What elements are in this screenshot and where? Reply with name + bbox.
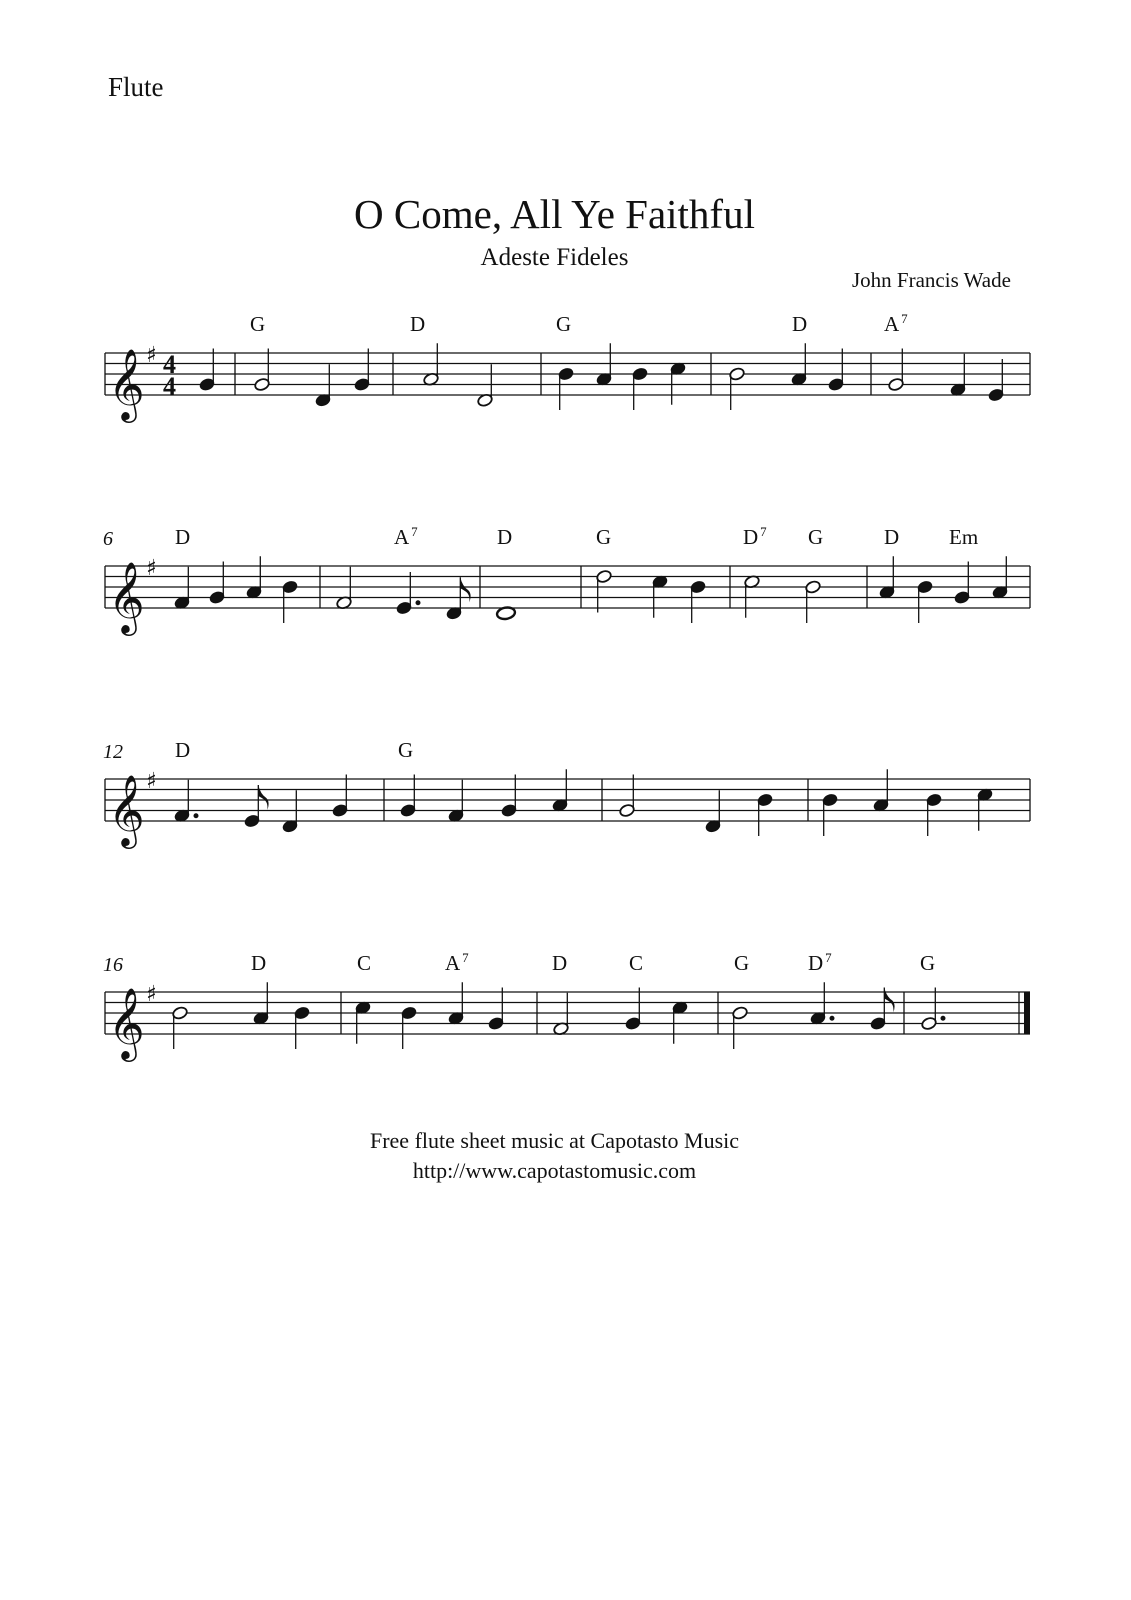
note	[954, 562, 971, 605]
eighth-flag-icon	[258, 785, 268, 810]
note	[396, 572, 421, 615]
chord-symbol: D $^7$	[743, 524, 767, 549]
chord-symbol: C	[357, 951, 372, 975]
note	[732, 1006, 749, 1049]
note	[828, 349, 845, 392]
note	[553, 993, 570, 1036]
chord-symbol: Em	[949, 525, 979, 549]
note	[950, 354, 967, 397]
treble-clef-icon: 𝄞	[108, 773, 145, 846]
note	[810, 982, 835, 1025]
note	[282, 580, 299, 623]
chord-symbol: G	[734, 951, 750, 975]
note	[446, 577, 471, 620]
chord-symbol: D	[792, 312, 808, 336]
note	[873, 769, 890, 812]
chord-symbol: G	[250, 312, 266, 336]
note	[336, 567, 353, 610]
note	[448, 982, 465, 1025]
composer-credit: John Francis Wade	[852, 268, 1011, 292]
note	[355, 1000, 372, 1043]
sharp-icon: ♯	[146, 982, 157, 1007]
note	[354, 349, 371, 392]
note	[988, 359, 1005, 402]
note	[672, 1000, 689, 1043]
note	[552, 769, 569, 812]
note	[501, 775, 518, 818]
staff-system	[103, 950, 1030, 1062]
note	[729, 367, 746, 410]
measure-number: 16	[103, 954, 123, 976]
chord-symbol: G	[596, 525, 612, 549]
final-thick-barline	[1024, 992, 1030, 1034]
note	[977, 787, 994, 830]
note	[400, 775, 417, 818]
eighth-flag-icon	[460, 577, 470, 602]
chord-symbol: A $^7$	[394, 524, 418, 549]
note	[791, 343, 808, 386]
note	[888, 349, 905, 392]
note	[632, 367, 649, 410]
eighth-flag-icon	[884, 988, 894, 1013]
chord-symbol: D	[884, 525, 900, 549]
note	[423, 343, 440, 386]
note	[244, 785, 269, 828]
note	[805, 580, 822, 623]
note	[744, 574, 761, 617]
note	[670, 361, 687, 404]
chord-symbol: G	[556, 312, 572, 336]
staff-system	[103, 738, 1030, 849]
chord-symbol: D $^7$	[808, 950, 832, 975]
note	[294, 1006, 311, 1049]
note	[174, 567, 191, 610]
chord-symbol: D	[251, 951, 267, 975]
sharp-icon: ♯	[146, 343, 157, 368]
footer-url	[0, 1158, 1131, 1184]
chord-symbol: G	[398, 738, 414, 762]
measure-number: 12	[103, 741, 123, 763]
note	[332, 775, 349, 818]
note	[254, 349, 271, 392]
note	[596, 343, 613, 386]
note	[209, 562, 226, 605]
chord-symbol: G	[808, 525, 824, 549]
footer-credit	[0, 1128, 1131, 1154]
augmentation-dot	[830, 1016, 835, 1021]
note	[757, 793, 774, 836]
song-title-text: O Come, All Ye Faithful	[354, 191, 755, 237]
note	[879, 556, 896, 599]
augmentation-dot	[194, 813, 199, 818]
treble-clef-icon: 𝄞	[108, 560, 145, 633]
note	[705, 790, 722, 833]
note	[625, 988, 642, 1031]
note	[652, 574, 669, 617]
staff-system	[105, 311, 1030, 423]
note	[199, 349, 216, 392]
sharp-icon: ♯	[146, 556, 157, 581]
note	[174, 780, 199, 823]
note	[558, 367, 575, 410]
note	[246, 556, 263, 599]
note	[477, 364, 494, 407]
time-signature-bottom: 4	[163, 372, 176, 401]
note	[619, 775, 636, 818]
treble-clef-icon: 𝄞	[108, 347, 145, 420]
staff-system	[103, 524, 1030, 636]
score-systems	[103, 311, 1030, 1062]
chord-symbol: A $^7$	[445, 950, 469, 975]
chord-symbol: G	[920, 951, 936, 975]
note	[917, 580, 934, 623]
note	[253, 982, 270, 1025]
note	[926, 793, 943, 836]
augmentation-dot	[941, 1016, 946, 1021]
note	[315, 364, 332, 407]
chord-symbol: D	[497, 525, 513, 549]
augmentation-dot	[416, 600, 421, 605]
note	[870, 988, 895, 1031]
note	[282, 790, 299, 833]
note	[488, 988, 505, 1031]
note	[690, 580, 707, 623]
measure-number: 6	[103, 528, 113, 550]
chord-symbol: D	[175, 525, 191, 549]
note	[172, 1006, 189, 1049]
time-signature-top: 4	[163, 350, 176, 379]
chord-symbol: A $^7$	[884, 311, 908, 336]
chord-symbol: D	[552, 951, 568, 975]
song-subtitle-text: Adeste Fideles	[480, 244, 629, 271]
note	[992, 556, 1009, 599]
note	[448, 780, 465, 823]
chord-symbol: D	[410, 312, 426, 336]
note	[921, 988, 946, 1031]
footer-url-text: http://www.capotastomusic.com	[412, 1158, 697, 1183]
instrument-label: Flute	[108, 72, 164, 102]
note	[401, 1006, 418, 1049]
footer-credit-text: Free flute sheet music at Capotasto Music	[369, 1128, 740, 1153]
chord-symbol: D	[175, 738, 191, 762]
chord-symbol: C	[629, 951, 644, 975]
note	[822, 793, 839, 836]
sharp-icon: ♯	[146, 769, 157, 794]
treble-clef-icon: 𝄞	[108, 986, 145, 1059]
note	[596, 569, 613, 612]
